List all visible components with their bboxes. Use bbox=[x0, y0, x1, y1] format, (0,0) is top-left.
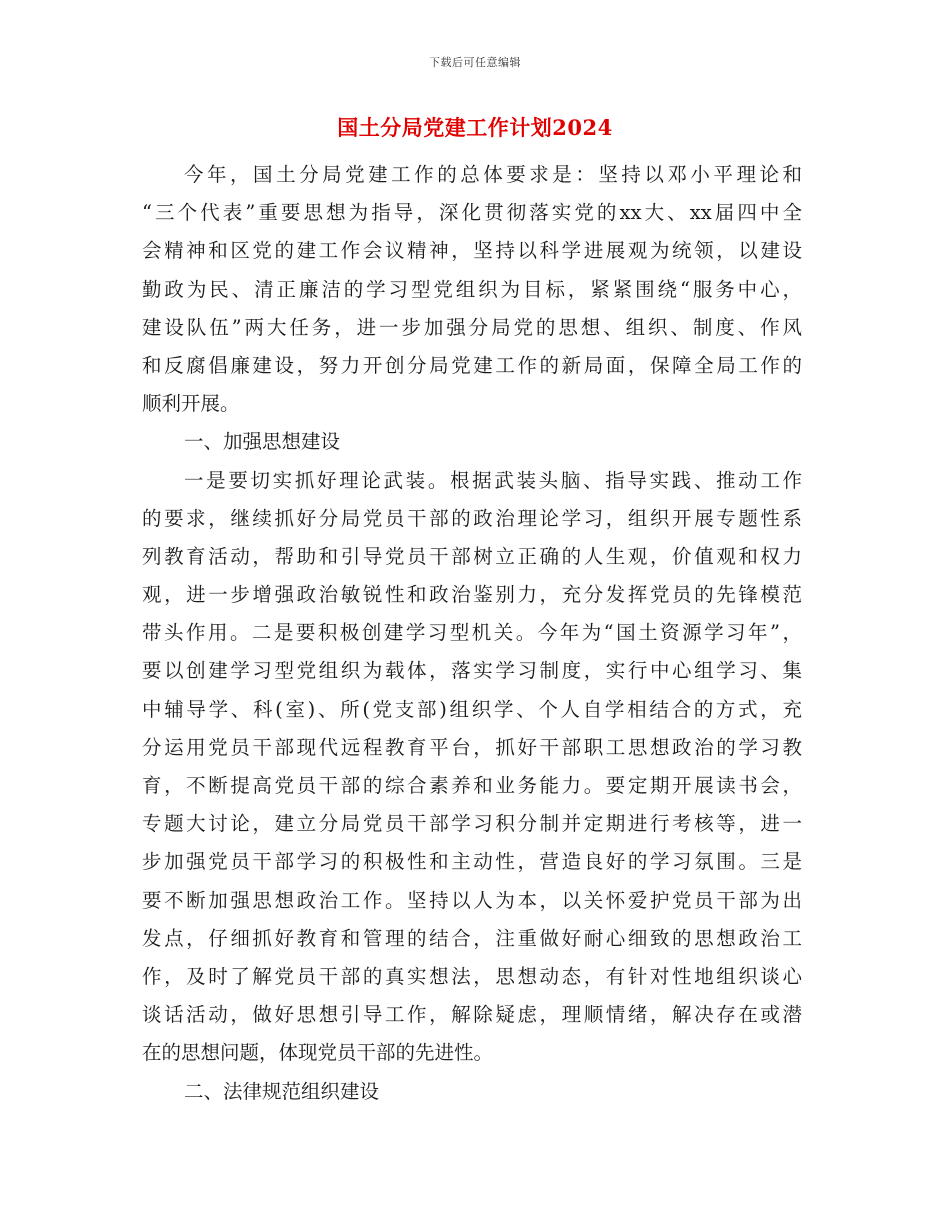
text-line: 专题大讨论，建立分局党员干部学习积分制并定期进行考核等，进一 bbox=[142, 812, 802, 836]
section-heading-1 bbox=[142, 423, 802, 461]
text-line: 勤政为民、清正廉洁的学习型党组织为目标，紧紧围绕“服务中心， bbox=[142, 277, 802, 301]
text-line: 的要求，继续抓好分局党员干部的政治理论学习，组织开展专题性系 bbox=[142, 506, 802, 530]
text-line: 步加强党员干部学习的积极性和主动性，营造良好的学习氛围。三是 bbox=[142, 850, 802, 874]
text-line: 和反腐倡廉建设，努力开创分局党建工作的新局面，保障全局工作的 bbox=[142, 353, 802, 377]
text-line: 作，及时了解党员干部的真实想法，思想动态，有针对性地组织谈心 bbox=[142, 964, 802, 988]
text-line: 列教育活动，帮助和引导党员干部树立正确的人生观，价值观和权力 bbox=[142, 544, 802, 568]
text-line: 在的思想问题，体现党员干部的先进性。 bbox=[142, 1041, 494, 1065]
text-line: 要以创建学习型党组织为载体，落实学习制度，实行中心组学习、集 bbox=[142, 659, 802, 683]
text-line: 发点，仔细抓好教育和管理的结合，注重做好耐心细致的思想政治工 bbox=[142, 926, 802, 950]
document-body bbox=[142, 156, 802, 1111]
section-heading-text: 一、加强思想建设 bbox=[184, 430, 341, 454]
text-line: 一是要切实抓好理论武装。根据武装头脑、指导实践、推动工作 bbox=[184, 468, 802, 492]
document-title: 国土分局党建工作计划2024 bbox=[337, 115, 613, 140]
section-heading-text: 二、法律规范组织建设 bbox=[184, 1079, 380, 1103]
section-heading-2 bbox=[142, 1073, 802, 1111]
text-line: 会精神和区党的建工作会议精神，坚持以科学进展观为统领，以建设 bbox=[142, 239, 802, 263]
text-line: 谈话活动，做好思想引导工作，解除疑虑，理顺情绪，解决存在或潜 bbox=[142, 1003, 802, 1027]
header-note: 下载后可任意编辑 bbox=[429, 56, 521, 69]
text-line: 建设队伍”两大任务，进一步加强分局党的思想、组织、制度、作风 bbox=[142, 315, 802, 339]
text-line: 带头作用。二是要积极创建学习型机关。今年为“国土资源学习年”， bbox=[142, 621, 802, 645]
text-line: 育，不断提高党员干部的综合素养和业务能力。要定期开展读书会， bbox=[142, 774, 802, 797]
paragraph-intro bbox=[142, 156, 802, 423]
text-line: 分运用党员干部现代远程教育平台，抓好干部职工思想政治的学习教 bbox=[142, 735, 802, 759]
text-line: “三个代表”重要思想为指导，深化贯彻落实党的xx大、xx届四中全 bbox=[142, 201, 802, 225]
text-line: 中辅导学、科(室)、所(党支部)组织学、个人自学相结合的方式，充 bbox=[142, 697, 802, 721]
text-line: 顺利开展。 bbox=[142, 392, 240, 416]
text-line: 今年，国土分局党建工作的总体要求是：坚持以邓小平理论和 bbox=[184, 163, 802, 186]
paragraph-thought-building bbox=[142, 462, 802, 1073]
text-line: 观，进一步增强政治敏锐性和政治鉴别力，充分发挥党员的先锋模范 bbox=[142, 583, 802, 607]
text-line: 要不断加强思想政治工作。坚持以人为本，以关怀爱护党员干部为出 bbox=[142, 888, 802, 912]
